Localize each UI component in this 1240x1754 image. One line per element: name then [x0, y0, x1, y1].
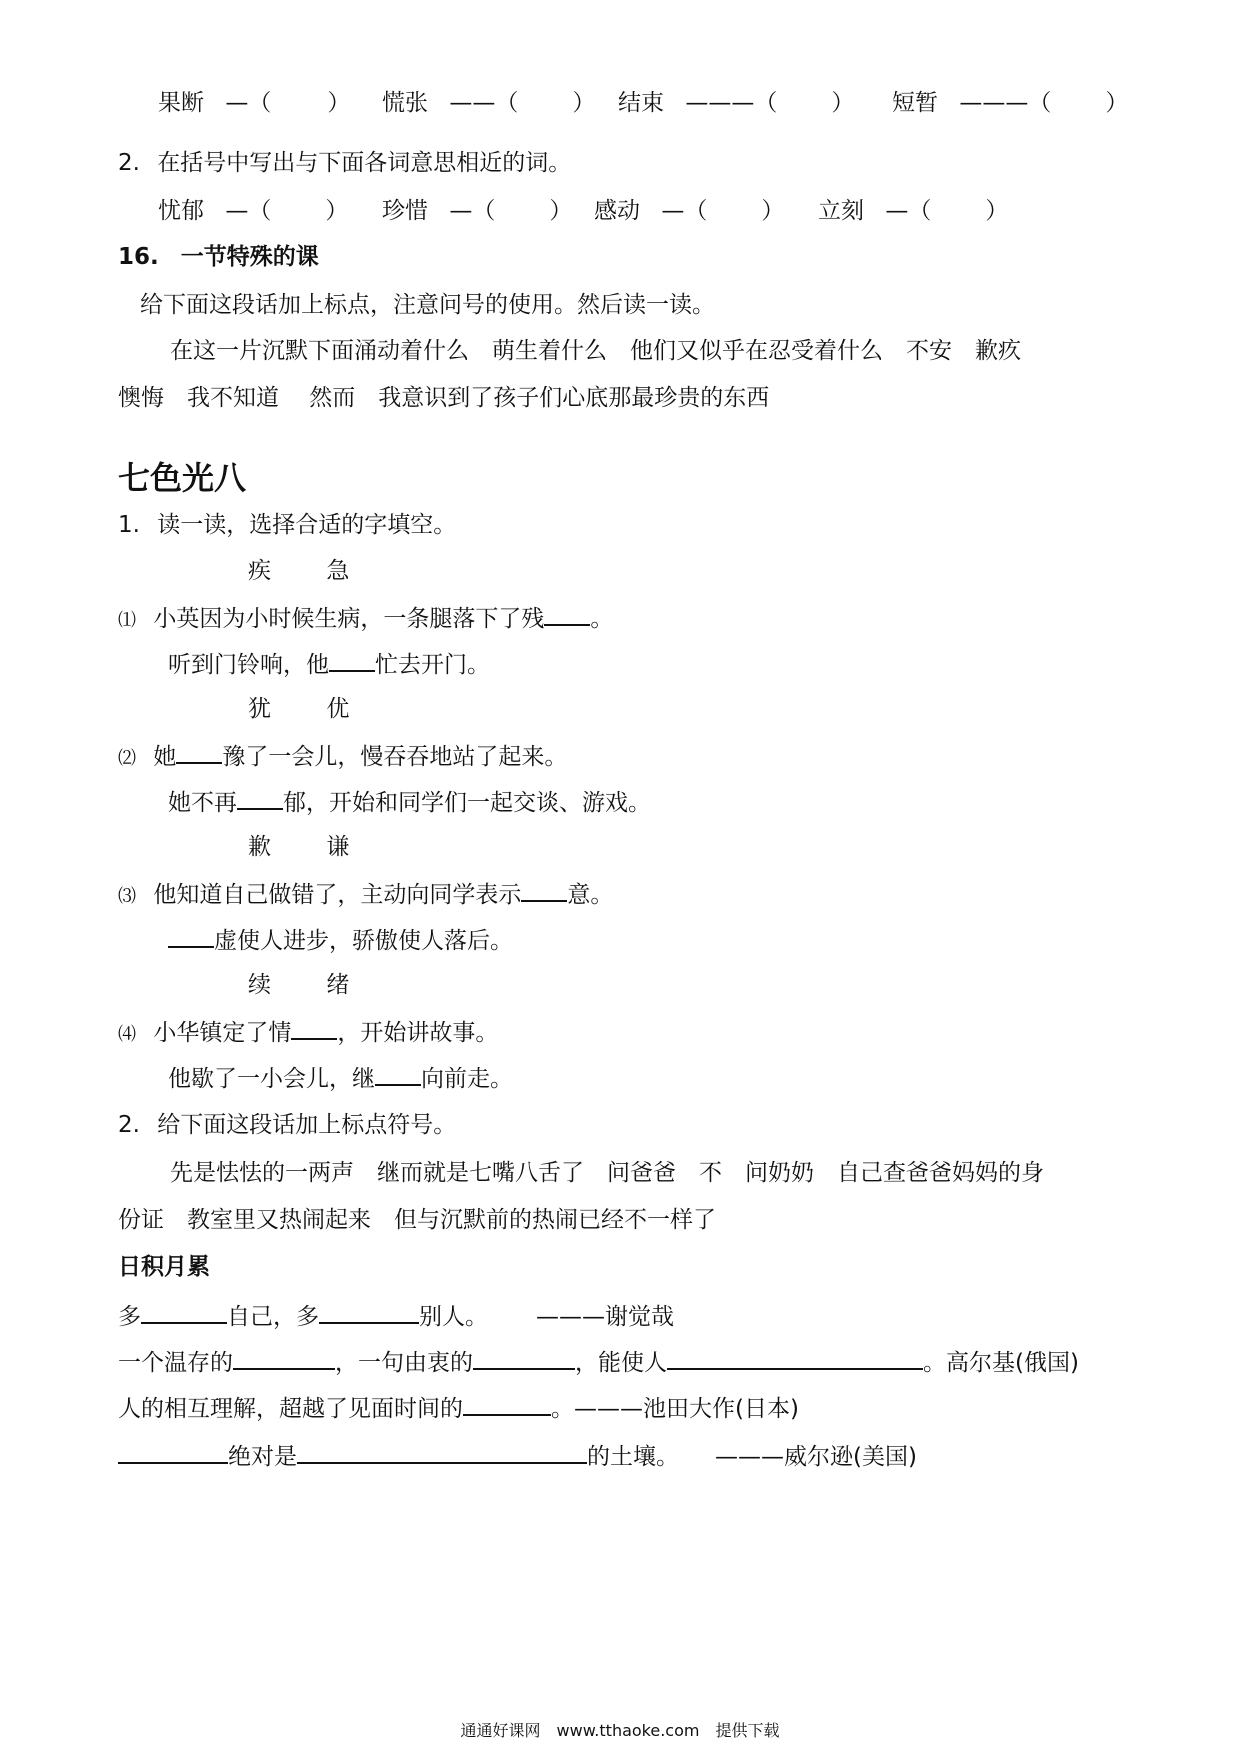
sentence-text: 意。 — [567, 882, 614, 908]
fill-sentence — [118, 878, 613, 912]
fill-blank[interactable] — [237, 786, 283, 810]
fill-blank[interactable] — [291, 1016, 337, 1040]
accumulate-title: 日积月累 — [118, 1254, 210, 1280]
fill-sentence — [118, 602, 613, 636]
synonym-item — [158, 196, 348, 226]
synonym-item — [594, 196, 784, 226]
fill-blank[interactable] — [463, 1392, 551, 1416]
sentence-text: 听到门铃响，他 — [168, 652, 329, 678]
quote-text: 一个温存的 — [118, 1350, 233, 1376]
antonym-paren-close: ） — [572, 90, 596, 116]
lesson-number: 16. — [118, 244, 159, 270]
question-synonyms — [118, 148, 571, 178]
fill-blank[interactable] — [319, 1300, 419, 1324]
question-text: 给下面这段话加上标点符号。 — [157, 1112, 457, 1138]
paragraph-line: 在这一片沉默下面涌动着什么 萌生着什么 他们又似乎在忍受着什么 不安 歉疚 — [170, 338, 1021, 364]
antonym-paren-close: ） — [1105, 90, 1129, 116]
quote-source: ———威尔逊(美国) — [715, 1444, 917, 1470]
sentence-text: 她 — [153, 744, 177, 770]
quote-text: 的土壤。 — [587, 1444, 679, 1470]
synonym-item — [818, 196, 1008, 226]
char-choice: 疾 — [248, 558, 271, 584]
quote-line — [118, 1440, 917, 1472]
sentence-text: 小华镇定了情 — [153, 1020, 292, 1046]
synonym-paren-open: —（ — [225, 198, 272, 224]
question-number: 2. — [118, 150, 140, 176]
char-choices — [248, 832, 349, 862]
quote-text: 自己，多 — [227, 1304, 319, 1330]
sentence-text: 向前走。 — [421, 1066, 513, 1092]
char-choice: 谦 — [326, 834, 350, 860]
sentence-text: 豫了一会儿，慢吞吞地站了起来。 — [222, 744, 568, 770]
question-fill-chars — [118, 510, 456, 540]
quote-source: ———谢觉哉 — [536, 1304, 674, 1330]
synonym-word: 感动 — [594, 198, 640, 224]
question-text: 在括号中写出与下面各词意思相近的词。 — [157, 150, 572, 176]
question-number: 2. — [118, 1112, 140, 1138]
antonym-row — [382, 88, 595, 118]
question-number: 1. — [118, 512, 140, 538]
synonym-word: 珍惜 — [382, 198, 428, 224]
synonym-paren-open: —（ — [449, 198, 496, 224]
synonym-paren-close: ） — [985, 198, 1009, 224]
question-text: 读一读，选择合适的字填空。 — [157, 512, 457, 538]
antonym-paren-close: ） — [831, 90, 855, 116]
fill-sentence — [168, 786, 651, 818]
sentence-text: 他知道自己做错了，主动向同学表示 — [153, 882, 522, 908]
synonym-item — [382, 196, 572, 226]
sentence-text: 郁，开始和同学们一起交谈、游戏。 — [283, 790, 651, 816]
char-choices — [248, 970, 349, 1000]
quote-text: ，能使人 — [575, 1350, 667, 1376]
quote-line — [118, 1346, 1079, 1378]
char-choice: 绪 — [326, 972, 350, 998]
antonym-word: 结束 — [618, 90, 664, 116]
fill-blank[interactable] — [521, 878, 567, 902]
synonym-word: 忧郁 — [158, 198, 204, 224]
quote-text: 多 — [118, 1304, 141, 1330]
synonym-paren-open: —（ — [661, 198, 708, 224]
lesson-title: 一节特殊的课 — [180, 244, 319, 270]
sentence-text: 忙去开门。 — [375, 652, 490, 678]
fill-blank[interactable] — [473, 1346, 575, 1370]
synonym-word: 立刻 — [818, 198, 864, 224]
quote-text: 。———池田大作(日本) — [551, 1396, 799, 1422]
antonym-word: 慌张 — [382, 90, 428, 116]
item-number: ⑵ — [118, 748, 136, 769]
char-choice: 续 — [248, 972, 271, 998]
page-footer: 通通好课网 www.tthaoke.com 提供下载 — [460, 1721, 780, 1740]
char-choice: 急 — [326, 558, 350, 584]
antonym-paren-close: ） — [327, 90, 351, 116]
sentence-text: 。 — [590, 606, 614, 632]
fill-blank[interactable] — [375, 1062, 421, 1086]
question-punctuation — [118, 1110, 456, 1140]
lesson-instruction: 给下面这段话加上标点，注意问号的使用。然后读一读。 — [140, 292, 715, 318]
char-choices — [248, 694, 349, 724]
antonym-word: 短暂 — [892, 90, 938, 116]
char-choice: 歉 — [248, 834, 271, 860]
antonym-paren-open: ——（ — [449, 90, 519, 116]
antonym-row — [892, 88, 1128, 118]
fill-sentence — [118, 1016, 498, 1050]
synonym-paren-close: ） — [549, 198, 573, 224]
quote-line — [118, 1300, 674, 1332]
fill-blank[interactable] — [297, 1440, 587, 1464]
sentence-text: ，开始讲故事。 — [337, 1020, 499, 1046]
quote-text: 别人。 — [419, 1304, 488, 1330]
quote-text: 人的相互理解，超越了见面时间的 — [118, 1396, 463, 1422]
fill-blank[interactable] — [168, 924, 214, 948]
fill-blank[interactable] — [544, 602, 590, 626]
antonym-row — [618, 88, 854, 118]
section-title: 七色光八 — [118, 459, 247, 497]
sentence-text: 他歇了一小会儿，继 — [168, 1066, 375, 1092]
synonym-paren-close: ） — [325, 198, 349, 224]
fill-sentence — [168, 1062, 513, 1094]
fill-blank[interactable] — [118, 1440, 228, 1464]
paragraph-line: 懊悔 我不知道 然而 我意识到了孩子们心底那最珍贵的东西 — [118, 385, 770, 411]
synonym-paren-open: —（ — [885, 198, 932, 224]
fill-blank[interactable] — [141, 1300, 227, 1324]
paragraph-line: 份证 教室里又热闹起来 但与沉默前的热闹已经不一样了 — [118, 1207, 716, 1233]
antonym-row — [158, 88, 350, 118]
quote-line — [118, 1392, 799, 1424]
fill-blank[interactable] — [667, 1346, 923, 1370]
antonym-paren-open: —（ — [225, 90, 272, 116]
fill-blank[interactable] — [176, 740, 222, 764]
sentence-text: 虚使人进步，骄傲使人落后。 — [214, 928, 513, 954]
item-number: ⑶ — [118, 886, 136, 907]
fill-sentence — [118, 740, 567, 774]
char-choices — [248, 556, 349, 586]
fill-blank[interactable] — [329, 648, 375, 672]
antonym-paren-open: ———（ — [685, 90, 778, 116]
item-number: ⑷ — [118, 1024, 136, 1045]
synonym-paren-close: ） — [761, 198, 785, 224]
antonym-paren-open: ———（ — [959, 90, 1052, 116]
char-choice: 优 — [326, 696, 350, 722]
fill-sentence — [168, 924, 513, 956]
sentence-text: 小英因为小时候生病，一条腿落下了残 — [153, 606, 545, 632]
sentence-text: 她不再 — [168, 790, 237, 816]
fill-blank[interactable] — [233, 1346, 335, 1370]
antonym-word: 果断 — [158, 90, 204, 116]
quote-text: 绝对是 — [228, 1444, 297, 1470]
item-number: ⑴ — [118, 610, 136, 631]
char-choice: 犹 — [248, 696, 271, 722]
lesson-heading — [118, 242, 319, 272]
quote-text: 。高尔基(俄国) — [923, 1350, 1079, 1376]
paragraph-line: 先是怯怯的一两声 继而就是七嘴八舌了 问爸爸 不 问奶奶 自己查爸爸妈妈的身 — [170, 1160, 1044, 1186]
quote-text: ，一句由衷的 — [335, 1350, 473, 1376]
fill-sentence — [168, 648, 490, 680]
